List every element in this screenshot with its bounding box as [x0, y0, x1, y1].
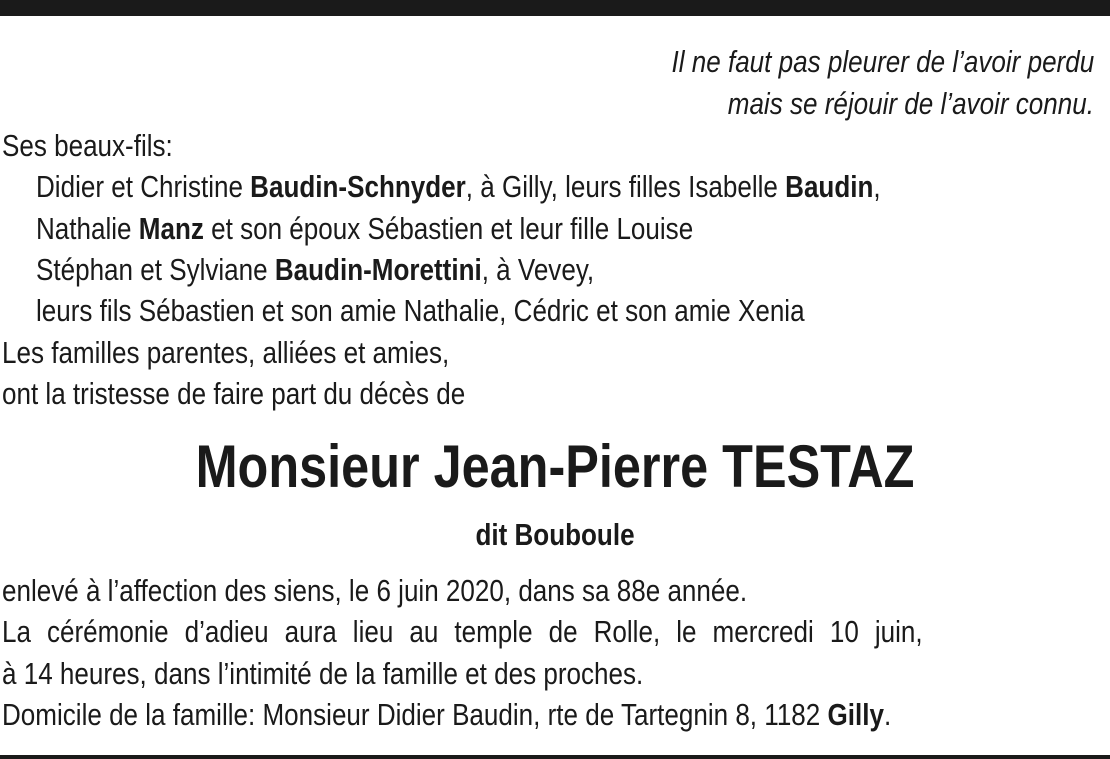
domicile-period: .: [883, 697, 892, 732]
family-line-2: [36, 209, 693, 249]
deceased-name: Monsieur Jean-Pierre TESTAZ: [195, 433, 915, 500]
family-surname: Baudin: [785, 169, 874, 204]
announcement-line: ont la tristesse de faire part du décès de: [2, 376, 466, 411]
ceremony-line-2: à 14 heures, dans l’intimité de la famille et des proches.: [2, 656, 644, 691]
family-line-3: [36, 250, 594, 290]
deceased-nickname: dit Bouboule: [475, 517, 635, 552]
domicile-text: Domicile de la famille: Monsieur Didier Baudin, rte de Tartegnin 8, 1182: [2, 697, 828, 732]
top-border-rule: [0, 0, 1110, 16]
ceremony-text: La cérémonie d’adieu aura lieu au temple de Rolle, le mercredi 10 juin,: [2, 614, 923, 649]
family-surname: Manz: [138, 211, 204, 246]
family-text: et son époux Sébastien et leur fille Louise: [203, 211, 694, 246]
family-text: Stéphan et Sylviane: [36, 252, 275, 287]
family-text: Nathalie: [36, 211, 139, 246]
family-line-1: [36, 167, 881, 207]
intro-text: Ses beaux-fils:: [2, 128, 173, 163]
family-surname: Baudin-Schnyder: [250, 169, 466, 204]
families-line: Les familles parentes, alliées et amies,: [2, 335, 450, 370]
epigraph-line-1: Il ne faut pas pleurer de l’avoir perdu: [671, 44, 1094, 79]
family-text: ,: [873, 169, 881, 204]
ceremony-line-1: [2, 612, 1098, 652]
domicile-line: [2, 695, 891, 735]
death-details: enlevé à l’affection des siens, le 6 juin 2020, dans sa 88e année.: [2, 573, 748, 608]
bottom-border-rule: [0, 755, 1110, 759]
family-line-4: leurs fils Sébastien et son amie Nathalie, Cédric et son amie Xenia: [36, 293, 805, 328]
family-surname: Baudin-Morettini: [274, 252, 482, 287]
family-text: , à Gilly, leurs filles Isabelle: [465, 169, 786, 204]
family-text: Didier et Christine: [36, 169, 251, 204]
family-text: , à Vevey,: [481, 252, 595, 287]
epigraph-line-2: mais se réjouir de l’avoir connu.: [727, 86, 1094, 121]
domicile-town: Gilly: [827, 697, 884, 732]
